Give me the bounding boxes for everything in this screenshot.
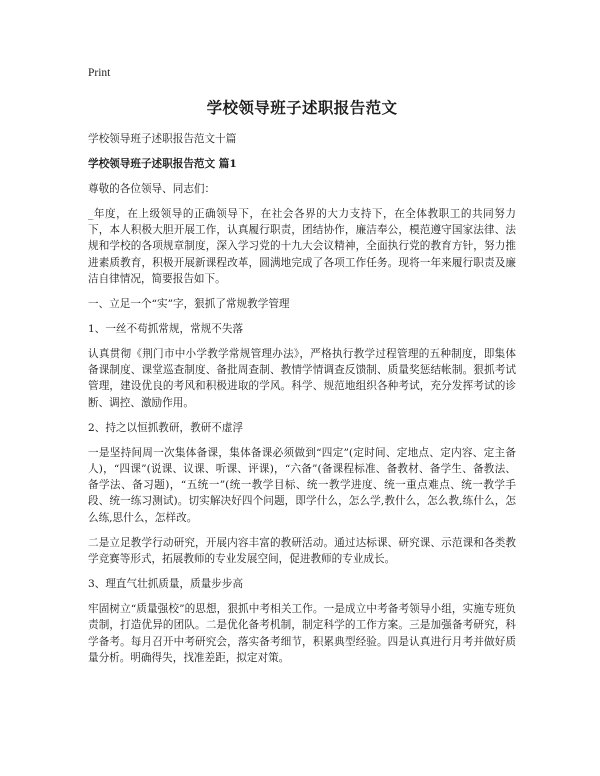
section-heading-1: 一、立足一个“实”字，狠抓了常规教学管理 bbox=[88, 298, 290, 311]
part-heading: 学校领导班子述职报告范文 篇1 bbox=[88, 158, 237, 170]
item-paragraph-3: 牢固树立“质量强校”的思想，狠抓中考相关工作。一是成立中考备考领导小组，实施专班负责制，打造优异的团队。二是优化备考机制，制定科学的工作方案。三是加强备考研究，科学备考。每月召开中考研究会，落实备考细节，积累典型经验。四是认真进行月考并做好质量分析。明确得失，找准差距，拟定对策。 bbox=[88, 603, 516, 664]
item-heading-3: 3、理直气壮抓质量，质量步步高 bbox=[88, 578, 244, 591]
item-paragraph-1: 认真贯彻《荆门市中小学教学常规管理办法》，严格执行教学过程管理的五种制度，即集体备课制度、课堂巡查制度、备批周查制、教情学情调查反馈制、质量奖惩结帐制。狠抓考试管理，建设优良的考风和积极进取的学风。科学、规范地组织各种考试，充分发挥考试的诊断、调控、激励作用。 bbox=[88, 348, 516, 409]
print-link[interactable]: Print bbox=[88, 67, 111, 79]
intro-paragraph: _年度，在上级领导的正确领导下，在社会各界的大力支持下，在全体教职工的共同努力下，本人积极大胆开展工作，认真履行职责，团结协作，廉洁奉公，模范遵守国家法律、法规和学校的各项规章制度，深入学习党的十九大会议精神，全面执行党的教育方针，努力推进素质教育，积极开展新课程改革，圆满地完成了各项工作任务。现将一年来履行职责及廉洁自律情况，简要报告如下。 bbox=[88, 208, 516, 285]
item-heading-2: 2、持之以恒抓教研，教研不虚浮 bbox=[88, 421, 244, 434]
greeting: 尊敬的各位领导、同志们： bbox=[88, 183, 216, 195]
subtitle: 学校领导班子述职报告范文十篇 bbox=[88, 133, 237, 145]
document-page bbox=[88, 66, 516, 675]
item-heading-1: 1、一丝不苟抓常规，常规不失落 bbox=[88, 323, 244, 336]
item-paragraph-2b: 二是立足教学行动研究，开展内容丰富的教研活动。通过达标课、研究课、示范课和各类教学竞赛等形式，拓展教师的专业发展空间，促进教师的专业成长。 bbox=[88, 536, 516, 566]
page-title: 学校领导班子述职报告范文 bbox=[206, 98, 398, 117]
item-paragraph-2a: 一是坚持间周一次集体备课，集体备课必须做到“四定”(定时间、定地点、定内容、定主备人)，“四课”(说课、议课、听课、评课)，“六备”(备课程标准、备教材、备学生、备教法、备学法、备习题)，“五统一”(统一教学目标、统一教学进度、统一重点难点、统一教学手段、统一练习测试)。切实解决好四个问题，即学什么，怎么学,教什么，怎么教,练什么，怎么练,思什么，怎样改。 bbox=[88, 446, 516, 524]
